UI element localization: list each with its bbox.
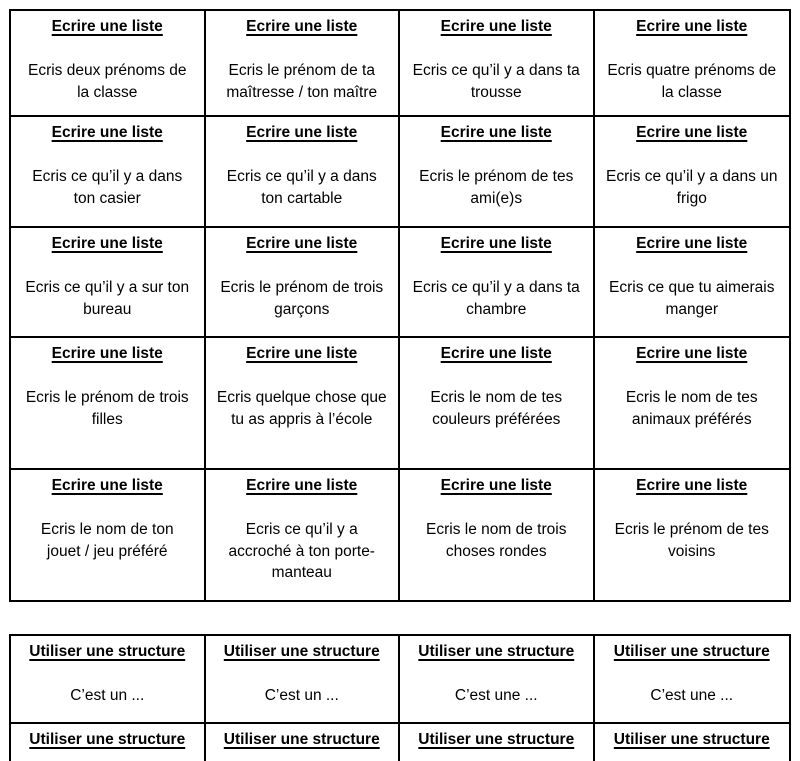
card-prompt: C’est une ... — [454, 687, 538, 704]
card-title: Utiliser une structure — [29, 643, 186, 660]
card-title: Utiliser une structure — [418, 643, 575, 660]
card-title: Utiliser une structure — [29, 731, 186, 748]
structure-card — [206, 724, 401, 761]
card-title: Ecrire une liste — [246, 124, 358, 141]
list-card — [595, 470, 790, 600]
structure-card — [11, 636, 206, 724]
list-card — [400, 228, 595, 338]
structure-card — [400, 636, 595, 724]
list-card — [206, 228, 401, 338]
card-prompt: Ecris ce qu’il y a dans ta trousse — [412, 62, 580, 101]
card-title: Ecrire une liste — [246, 477, 358, 494]
list-card — [400, 338, 595, 470]
card-prompt: C’est une ... — [650, 687, 734, 704]
card-prompt: C’est un ... — [70, 687, 145, 704]
card-title: Ecrire une liste — [51, 124, 163, 141]
card-title: Utiliser une structure — [223, 731, 380, 748]
card-title: Ecrire une liste — [636, 477, 748, 494]
structure-card — [595, 724, 790, 761]
card-prompt: Ecris ce qu’il y a accroché à ton porte-manteau — [228, 521, 375, 581]
list-card — [595, 117, 790, 228]
card-prompt: Ecris quelque chose que tu as appris à l’école — [216, 389, 387, 428]
card-prompt: Ecris le nom de tes couleurs préférées — [430, 389, 563, 428]
card-title: Ecrire une liste — [440, 18, 552, 35]
card-title: Ecrire une liste — [636, 124, 748, 141]
card-title: Ecrire une liste — [440, 235, 552, 252]
card-prompt: Ecris ce que tu aimerais manger — [609, 279, 775, 318]
list-card — [206, 117, 401, 228]
list-card — [206, 11, 401, 117]
card-title: Ecrire une liste — [636, 345, 748, 362]
list-card — [11, 470, 206, 600]
structure-card — [206, 636, 401, 724]
card-title: Utiliser une structure — [418, 731, 575, 748]
card-prompt: Ecris ce qu’il y a sur ton bureau — [25, 279, 190, 318]
card-prompt: Ecris le nom de tes animaux préférés — [625, 389, 758, 428]
card-title: Utiliser une structure — [613, 643, 770, 660]
structure-card — [400, 724, 595, 761]
list-card — [206, 470, 401, 600]
list-card — [595, 228, 790, 338]
card-title: Ecrire une liste — [246, 345, 358, 362]
card-prompt: Ecris le prénom de tes voisins — [614, 521, 769, 560]
list-card — [11, 117, 206, 228]
ecrire-une-liste-table — [9, 9, 791, 602]
card-prompt: Ecris le prénom de ta maîtresse / ton maître — [226, 62, 378, 101]
card-title: Ecrire une liste — [51, 18, 163, 35]
card-title: Ecrire une liste — [636, 235, 748, 252]
card-title: Ecrire une liste — [51, 235, 163, 252]
utiliser-une-structure-table — [9, 634, 791, 761]
card-prompt: Ecris ce qu’il y a dans ta chambre — [412, 279, 580, 318]
card-title: Ecrire une liste — [51, 477, 163, 494]
list-card — [206, 338, 401, 470]
list-card — [400, 470, 595, 600]
card-title: Ecrire une liste — [51, 345, 163, 362]
card-prompt: Ecris ce qu’il y a dans ton casier — [32, 168, 183, 207]
list-card — [11, 228, 206, 338]
card-prompt: Ecris le nom de trois choses rondes — [426, 521, 567, 560]
list-card — [11, 11, 206, 117]
structure-card — [11, 724, 206, 761]
card-title: Ecrire une liste — [440, 345, 552, 362]
card-title: Ecrire une liste — [636, 18, 748, 35]
structure-card — [595, 636, 790, 724]
card-prompt: Ecris deux prénoms de la classe — [27, 62, 187, 101]
list-card — [595, 338, 790, 470]
card-prompt: Ecris ce qu’il y a dans un frigo — [606, 168, 778, 207]
card-title: Ecrire une liste — [440, 477, 552, 494]
card-prompt: C’est un ... — [264, 687, 339, 704]
card-prompt: Ecris le prénom de trois filles — [25, 389, 189, 428]
card-prompt: Ecris quatre prénoms de la classe — [607, 62, 777, 101]
card-prompt: Ecris ce qu’il y a dans ton cartable — [226, 168, 377, 207]
card-prompt: Ecris le prénom de tes ami(e)s — [419, 168, 574, 207]
card-title: Utiliser une structure — [613, 731, 770, 748]
list-card — [11, 338, 206, 470]
card-title: Utiliser une structure — [223, 643, 380, 660]
list-card — [595, 11, 790, 117]
card-prompt: Ecris le nom de ton jouet / jeu préféré — [40, 521, 174, 560]
list-card — [400, 11, 595, 117]
card-title: Ecrire une liste — [246, 235, 358, 252]
list-card — [400, 117, 595, 228]
card-title: Ecrire une liste — [440, 124, 552, 141]
card-prompt: Ecris le prénom de trois garçons — [220, 279, 384, 318]
card-title: Ecrire une liste — [246, 18, 358, 35]
